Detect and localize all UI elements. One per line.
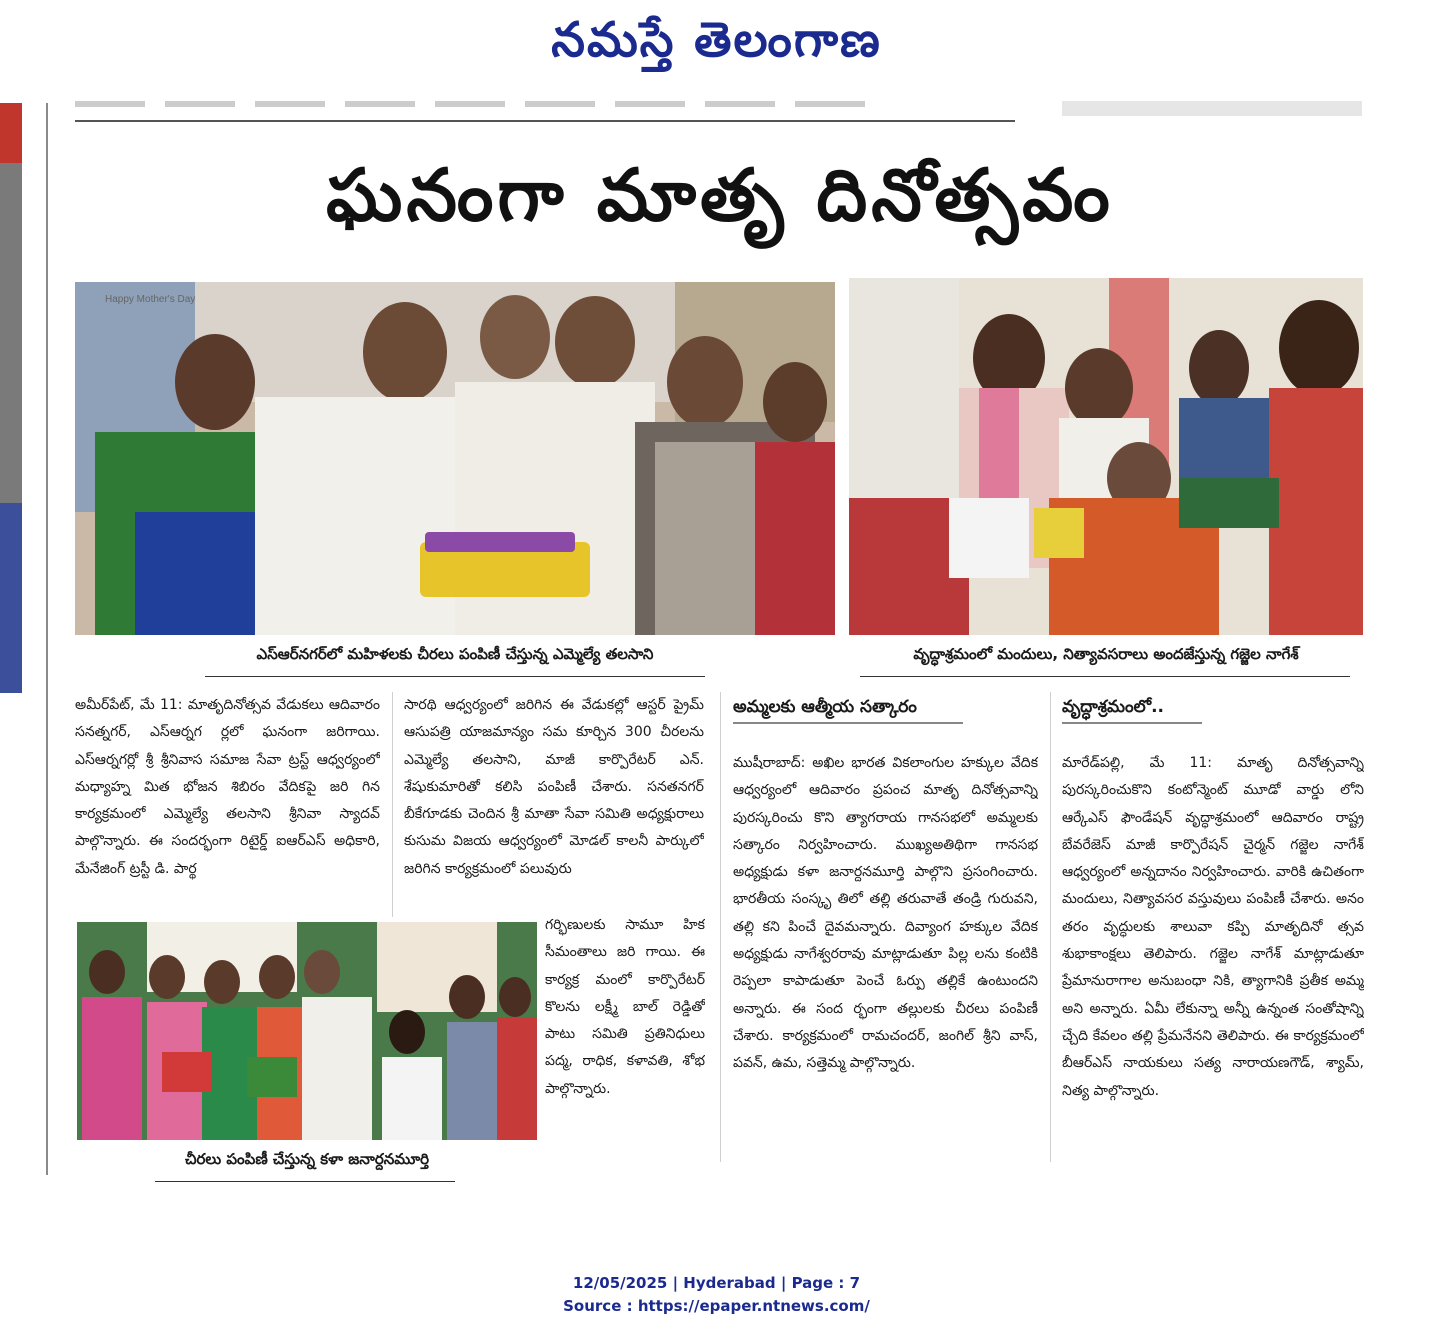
top-rule: [75, 120, 1015, 122]
banner-text: Happy Mother's Day: [105, 294, 196, 305]
column-divider: [720, 692, 721, 1162]
main-photo: [75, 282, 835, 635]
subhead-rule: [1062, 722, 1202, 724]
previous-article-remnant: [75, 101, 875, 107]
inset-photo: [77, 922, 537, 1140]
article1-column2-top: సారథి ఆధ్వర్యంలో జరిగిన ఈ వేడుకల్లో ఆస్టర్ ప్రైమ్ ఆసుపత్రి యాజమాన్యం సమ కూర్చిన 300 చీరలను ఎమ్మెల్యే తలసాని, మాజీ కార్పొరేటర్ ఎన్. శేషుకుమారితో కలిసి పంపిణీ చేశారు. సనతనగర్ బీకేగూడకు చెందిన శ్రీ మాతా సేవా సమితి అధ్యక్షురాలు కుసుమ విజయ ఆధ్వర్యంలో మోడల్ కాలనీ పార్కులో జరిగిన కార్యక్రమంలో పలువురు: [404, 697, 704, 877]
article3-body: మారేడ్‌పల్లి, మే 11: మాతృ దినోత్సవాన్ని పురస్కరించుకొని కంటోన్మెంట్ మూడో వార్డు లోని ఆర్కేఎస్ ఫౌండేషన్ వృద్ధాశ్రమంలో ఆదివారం రాష్ట్ర బేవరేజెస్ మాజీ కార్పొరేషన్ చైర్మన్ గజ్జెల నాగేశ్ ఆధ్వర్యంలో అన్నదానం నిర్వహించారు. వారికి ఉచితంగా మందులు, నిత్యావసర వస్తువులు పంపిణీ చేశారు. అనం తరం వృద్ధులకు శాలువా కప్పి మాతృదినో త్సవ శుభాకాంక్షలు తెలిపారు. గజ్జెల నాగేశ్ మాట్లాడుతూ ప్రేమానురాగాల అనుబంధా నికి, త్యాగానికి ప్రతీక అమ్మ అని అన్నారు. ఏమీ లేకున్నా అన్నీ ఉన్నంత సంతోషాన్ని చ్చేది కేవలం తల్లి ప్రేమనేనని తెలిపారు. ఈ కార్యక్రమంలో బీఆర్ఎస్ నాయకులు సత్య నారాయణగౌడ్, శ్యామ్, నిత్య పాల్గొన్నారు.: [1062, 755, 1364, 1099]
article1-column1: అమీర్‌పేట్, మే 11: మాతృదినోత్సవ వేడుకలు ఆదివారం సనత్నగర్, ఎస్ఆర్నగ ర్లలో ఘనంగా జరిగాయి. ఎస్ఆర్నగర్లో శ్రీ శ్రీనివాస సమాజ సేవా ట్రస్ట్ ఆధ్వర్యంలో మధ్యాహ్న మిత భోజన శిబిరం వేదికపై జరి గిన కార్యక్రమంలో ఎమ్మెల్యే తలసాని శ్రీనివా స్యాదవ్ పాల్గొన్నారు. ఈ సందర్భంగా రిటైర్డ్ ఐఆర్ఎస్ అధికారి, మేనేజింగ్ ట్రస్టీ డి. పార్థ: [75, 697, 380, 877]
caption-rule: [860, 676, 1350, 677]
masthead-logo: నమస్తే తెలంగాణ: [551, 12, 882, 68]
headline: ఘనంగా మాతృ దినోత్సవం: [326, 153, 1114, 237]
main-photo-caption: ఎస్ఆర్‌నగర్‌లో మహిళలకు చీరలు పంపిణీ చేస్తున్న ఎమ్మెల్యే తలసాని: [256, 645, 654, 663]
inset-photo-caption: చీరలు పంపిణీ చేస్తున్న కళా జనార్దనమూర్తి: [184, 1150, 430, 1168]
oldage-home-photo: [849, 278, 1363, 635]
article2-body: ముషీరాబాద్: అఖిల భారత వికలాంగుల హక్కుల వేదిక ఆధ్వర్యంలో ఆదివారం ప్రపంచ మాతృ దినోత్సవాన్ని పురస్కరించు కొని త్యాగరాయ గానసభలో అమ్మలకు సత్కారం నిర్వహించారు. ముఖ్యఅతిథిగా గానసభ అధ్యక్షుడు కళా జనార్దనమూర్తి పాల్గొని ప్రసంగించారు. భారతీయ సంస్కృ తిలో తల్లి తరువాతే తండ్రి గురువని, తల్లి కని పించే దైవమన్నారు. దివ్యాంగ హక్కుల వేదిక అధ్యక్షుడు నాగేశ్వరరావు మాట్లాడుతూ పిల్ల లను కంటికి రెప్పలా కాపాడుతూ పెంచే ఓర్పు తల్లికే ఉంటుందని అన్నారు. ఈ సంద ర్భంగా తల్లులకు చీరలు పంపిణీ చేశారు. కార్యక్రమంలో రామచందర్, జంగిల్ శ్రీని వాస్, పవన్, ఉమ, సత్తెమ్మ పాల్గొన్నారు.: [733, 755, 1038, 1072]
caption-rule: [155, 1181, 455, 1182]
column-divider: [392, 692, 393, 917]
column-divider: [1050, 692, 1051, 1162]
article1-column2-bottom: గర్భిణులకు సామూ హిక సీమంతాలు జరి గాయి. ఈ కార్యక్ర మంలో కార్పొరేటర్ కొలను లక్ష్మీ బాల్ రెడ్డితో పాటు సమితి ప్రతినిధులు పద్మ, రాధిక, కళావతి, శోభ పాల్గొన్నారు.: [545, 917, 705, 1097]
caption-rule: [205, 676, 705, 677]
subhead-rule: [733, 722, 963, 724]
column-divider: [46, 103, 48, 1175]
article3-title: వృద్ధాశ్రమంలో..: [1062, 697, 1164, 717]
adjacent-page-photo: [0, 103, 22, 693]
footer-source-line: Source : https://epaper.ntnews.com/: [563, 1297, 870, 1315]
right-photo-caption: వృద్ధాశ్రమంలో మందులు, నిత్యావసరాలు అందజేస్తున్న గజ్జెల నాగేశ్: [913, 645, 1299, 663]
footer-date-line: 12/05/2025 | Hyderabad | Page : 7: [572, 1274, 861, 1292]
article2-title: అమ్మలకు ఆత్మీయ సత్కారం: [733, 697, 917, 717]
top-gray-box: [1062, 101, 1362, 116]
